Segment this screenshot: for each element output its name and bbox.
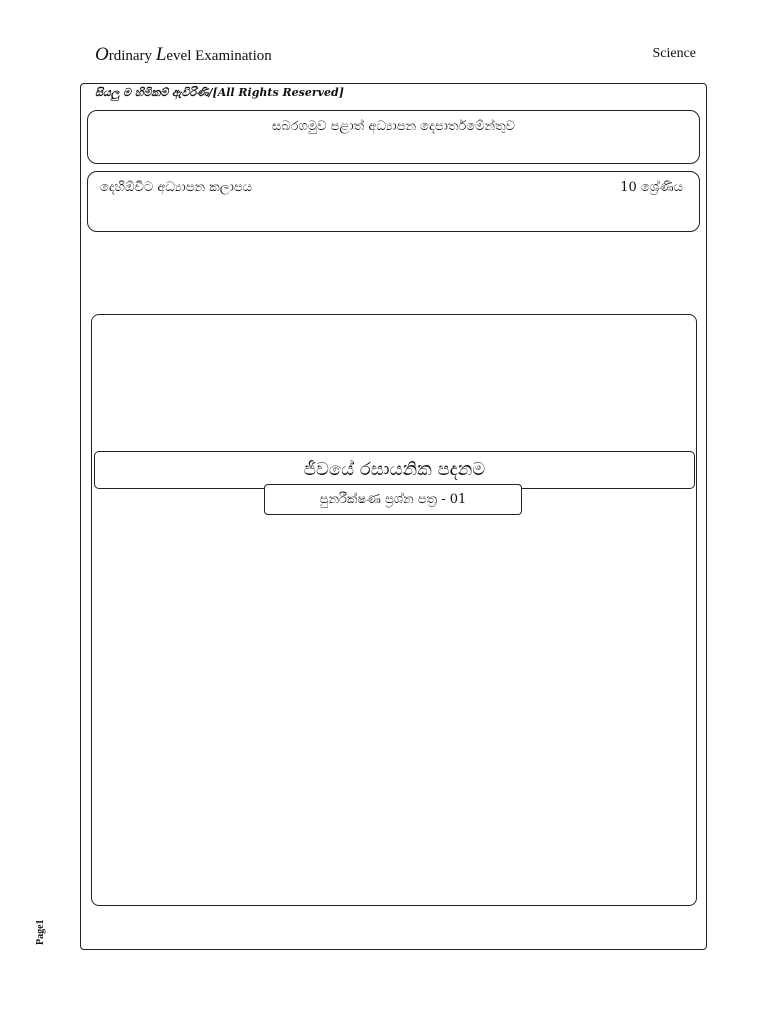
- rights-reserved-text: සියලු ම හිමිකම් ඇවිරිණි/[All Rights Reserved]: [95, 86, 344, 99]
- zone-box: [87, 171, 700, 232]
- subject-label: Science: [652, 46, 696, 61]
- topic-title: ජීවයේ රසායනික පදනම: [303, 459, 486, 480]
- exam-title-part-2: evel Examination: [166, 48, 272, 64]
- department-box: [87, 110, 700, 164]
- page-header: [95, 44, 696, 66]
- department-title: සබරගමුව පළාත් අධ්‍යාපන දෙපාර්තමේන්තුව: [272, 119, 515, 134]
- paper-box: [264, 484, 522, 515]
- content-box: [91, 314, 697, 906]
- exam-title-cap-o: O: [95, 44, 109, 65]
- exam-title: [95, 44, 272, 66]
- paper-title: පුනරීක්ෂණ ප්‍රශ්න පත්‍ර - 01: [319, 492, 467, 507]
- page-number-label: Page1: [35, 919, 46, 945]
- grade-label: 10 ශ්‍රේණිය: [620, 180, 683, 195]
- exam-title-cap-l: L: [155, 44, 167, 65]
- exam-title-part-1: rdinary: [108, 48, 156, 64]
- zone-title: දෙහිඕවිට අධ්‍යාපන කලාපය: [100, 180, 253, 195]
